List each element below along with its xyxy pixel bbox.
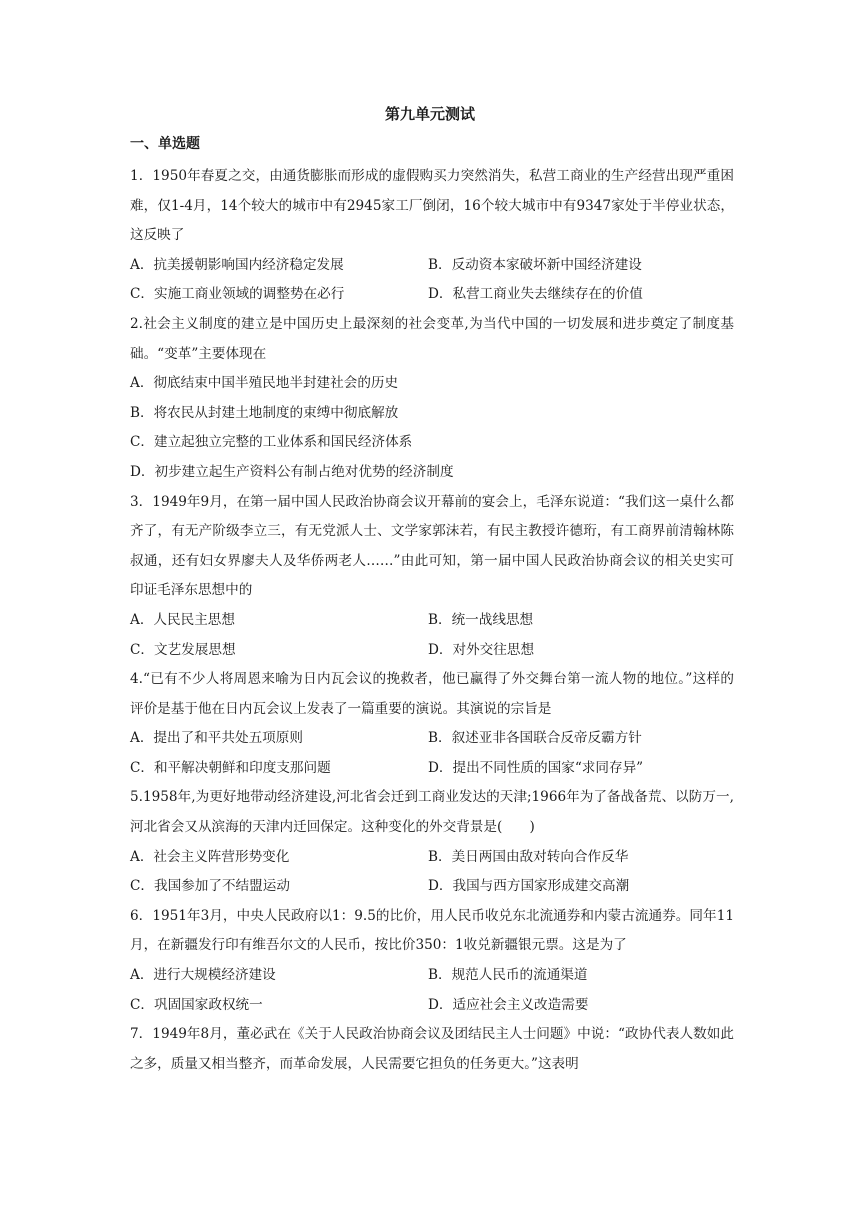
- question-options: [130, 961, 734, 1020]
- option-a: A．进行大规模经济建设: [130, 967, 276, 984]
- question-options: [130, 369, 734, 487]
- question-7: [130, 1020, 734, 1079]
- option-a: A．抗美援朝影响国内经济稳定发展: [130, 256, 344, 273]
- question-stem: 6．1951年3月，中央人民政府以1：9.5的比价，用人民币收兑东北流通券和内蒙古流通券。同年11月，在新疆发行印有维吾尔文的人民币，按比价350：1收兑新疆银元票。这是为了: [130, 907, 734, 954]
- question-4: [130, 665, 734, 783]
- option-a: A．人民民主思想: [130, 611, 235, 628]
- option-c: C．建立起独立完整的工业体系和国民经济体系: [130, 434, 413, 451]
- option-c: C．和平解决朝鲜和印度支那问题: [130, 759, 331, 776]
- question-options: [130, 251, 734, 310]
- option-a: A．社会主义阵营形势变化: [130, 848, 290, 865]
- option-d: D．私营工商业失去继续存在的价值: [428, 286, 643, 303]
- option-a: A．彻底结束中国半殖民地半封建社会的历史: [130, 375, 399, 392]
- option-c: C．实施工商业领域的调整势在必行: [130, 286, 345, 303]
- question-6: [130, 902, 734, 1020]
- question-3: [130, 488, 734, 666]
- question-stem: 7．1949年8月，董必武在《关于人民政治协商会议及团结民主人士问题》中说：“政协代表人数如此之多，质量又相当整齐，而革命发展，人民需要它担负的任务更大。”这表明: [130, 1026, 734, 1072]
- option-b: B．叙述亚非各国联合反帝反霸方针: [428, 730, 642, 747]
- question-stem: 3．1949年9月，在第一届中国人民政治协商会议开幕前的宴会上，毛泽东说道：“我们这一桌什么都齐了，有无产阶级李立三，有无党派人士、文学家郭沫若，有民主教授许德珩，有工商界前清翰林陈叔通，还有妇女界廖夫人及华侨两老人……”由此可知，第一届中国人民政治协商会议的相关史实可印证毛泽东思想中的: [130, 493, 734, 599]
- option-c: C．巩固国家政权统一: [130, 996, 263, 1013]
- question-stem: 5.1958年,为更好地带动经济建设,河北省会迁到工商业发达的天津;1966年为了备战备荒、以防万一,河北省会又从滨海的天津内迁回保定。这种变化的外交背景是( ): [130, 789, 734, 836]
- option-b: B．将农民从封建土地制度的束缚中彻底解放: [130, 404, 399, 421]
- option-b: B．美日两国由敌对转向合作反华: [428, 848, 629, 865]
- option-c: C．我国参加了不结盟运动: [130, 878, 290, 895]
- option-b: B．反动资本家破坏新中国经济建设: [428, 256, 642, 273]
- question-1: [130, 162, 734, 310]
- question-options: [130, 724, 734, 783]
- question-stem: 2.社会主义制度的建立是中国历史上最深刻的社会变革,为当代中国的一切发展和进步奠定了制度基础。“变革”主要体现在: [130, 315, 734, 362]
- question-stem: 4.“已有不少人将周恩来喻为日内瓦会议的挽救者，他已赢得了外交舞台第一流人物的地位。”这样的评价是基于他在日内瓦会议上发表了一篇重要的演说。其演说的宗旨是: [130, 671, 734, 717]
- question-2: [130, 310, 734, 488]
- question-5: [130, 783, 734, 901]
- option-d: D．提出不同性质的国家“求同存异”: [428, 759, 644, 776]
- question-list: [130, 162, 734, 1079]
- option-b: B．规范人民币的流通渠道: [428, 967, 588, 984]
- option-a: A．提出了和平共处五项原则: [130, 730, 303, 747]
- option-d: D．初步建立起生产资料公有制占绝对优势的经济制度: [130, 463, 454, 480]
- option-d: D．对外交往思想: [428, 641, 535, 658]
- option-d: D．适应社会主义改造需要: [428, 996, 589, 1013]
- section-heading: 一、单选题: [130, 136, 200, 152]
- question-stem: 1．1950年春夏之交，由通货膨胀而形成的虚假购买力突然消失，私营工商业的生产经营出现严重困难，仅1-4月，14个较大的城市中有2945家工厂倒闭，16个较大城市中有9347家处于半停业状态，这反映了: [130, 168, 734, 244]
- option-d: D．我国与西方国家形成建交高潮: [428, 878, 630, 895]
- question-options: [130, 606, 734, 665]
- option-b: B．统一战线思想: [428, 611, 534, 628]
- option-c: C．文艺发展思想: [130, 641, 236, 658]
- page-title: 第九单元测试: [384, 105, 475, 123]
- question-options: [130, 843, 734, 902]
